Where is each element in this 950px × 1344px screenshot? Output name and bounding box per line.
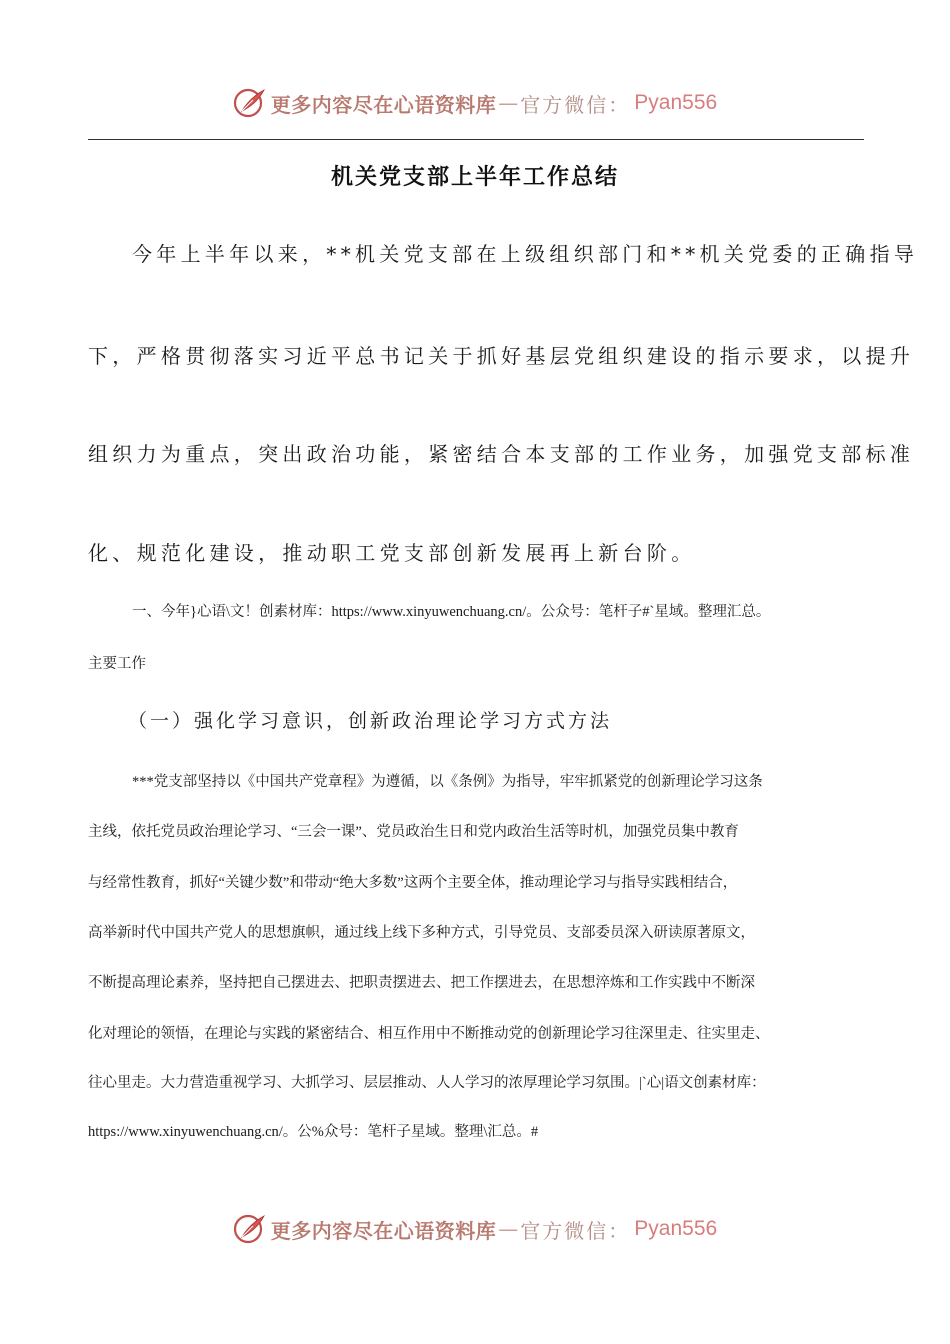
header-banner: [0, 86, 950, 120]
banner-brand: 更多内容尽在心语资料库: [270, 92, 497, 117]
intro-line: 组织力为重点，突出政治功能，紧密结合本支部的工作业务，加强党支部标准: [88, 442, 915, 466]
header-divider: [88, 139, 864, 140]
banner-wechat-label: 官方微信：: [520, 1218, 631, 1243]
body-line: 不断提高理论素养，坚持把自己摆进去、把职责摆进去、把工作摆进去，在思想淬炼和工作实践中不断深: [88, 975, 755, 991]
intro-line: 化、规范化建设，推动职工党支部创新发展再上新台阶。: [88, 541, 696, 565]
section-heading: 一、今年}心语\文！创素材库：https://www.xinyuwenchuang.cn/。公众号：笔杆子#`星域。整理汇总。: [132, 604, 771, 620]
body-line: ***党支部坚持以《中国共产党章程》为遵循，以《条例》为指导，牢牢抓紧党的创新理论学习这条: [132, 774, 763, 790]
body-line: 高举新时代中国共产党人的思想旗帜，通过线上线下多种方式，引导党员、支部委员深入研读原著原文，: [88, 925, 755, 941]
body-line: 主线，依托党员政治理论学习、“三会一课”、党员政治生日和党内政治生活等时机，加强党员集中教育: [88, 824, 739, 840]
body-line: 化对理论的领悟，在理论与实践的紧密结合、相互作用中不断推动党的创新理论学习往深里走、往实里走、: [88, 1026, 770, 1042]
intro-line: 下，严格贯彻落实习近平总书记关于抓好基层党组织建设的指示要求，以提升: [88, 344, 915, 368]
banner-wechat-label: 官方微信：: [520, 92, 631, 117]
quill-pen-icon: [233, 1212, 267, 1246]
section-heading: 主要工作: [88, 656, 146, 672]
document-title: 机关党支部上半年工作总结: [330, 164, 619, 190]
subheading: （一）强化学习意识，创新政治理论学习方式方法: [128, 710, 613, 732]
quill-pen-icon: [233, 86, 267, 120]
banner-wechat-id: Pyan556: [634, 1217, 718, 1240]
intro-line: 今年上半年以来，**机关党支部在上级组织部门和**机关党委的正确指导: [132, 242, 919, 266]
footer-banner: [0, 1212, 950, 1246]
banner-wechat-id: Pyan556: [634, 91, 718, 114]
banner-dash: —: [498, 91, 519, 115]
body-line: 与经常性教育，抓好“关键少数”和带动“绝大多数”这两个主要全体，推动理论学习与指导实践相结合，: [88, 875, 738, 891]
body-line: https://www.xinyuwenchuang.cn/。公%众号：笔杆子星域。整理\汇总。#: [88, 1124, 539, 1140]
banner-brand: 更多内容尽在心语资料库: [270, 1218, 497, 1243]
banner-dash: —: [498, 1217, 519, 1241]
body-line: 往心里走。大力营造重视学习、大抓学习、层层推动、人人学习的浓厚理论学习氛围。|`心|语文创素材库：: [88, 1075, 766, 1091]
